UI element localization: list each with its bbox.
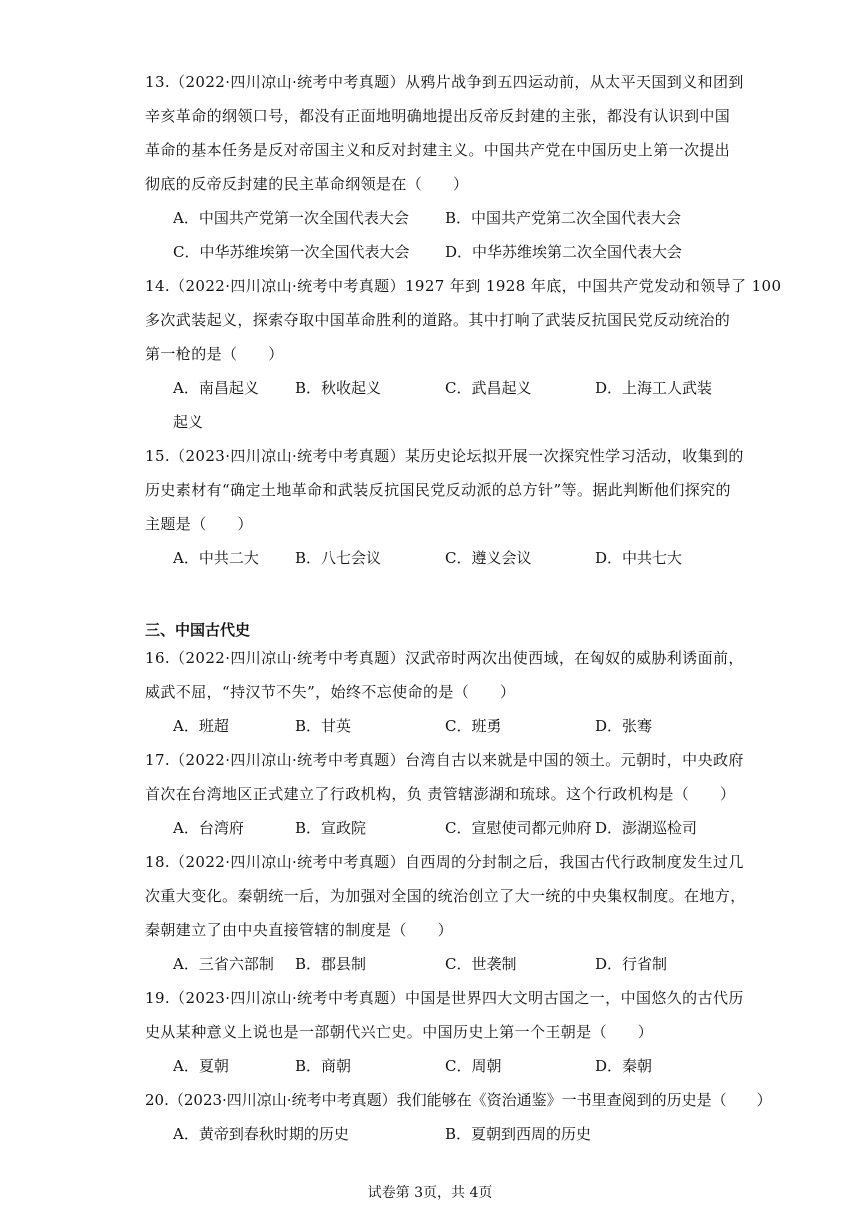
question-13-option-b: B．中国共产党第二次全国代表大会 (445, 209, 682, 227)
question-18-line-1: 18.（2022·四川凉山·统考中考真题）自西周的分封制之后，我国古代行政制度发生过几 (145, 853, 744, 871)
question-14-option-d: D．上海工人武装 (595, 379, 713, 397)
question-13-line-1: 13.（2022·四川凉山·统考中考真题）从鸦片战争到五四运动前，从太平天国到义和团到 (145, 73, 744, 91)
question-18-option-a: A．三省六部制 (173, 955, 274, 973)
question-18-option-d: D．行省制 (595, 955, 668, 973)
question-14-option-d-continued: 起义 (173, 413, 204, 431)
question-18-line-3: 秦朝建立了由中央直接管辖的制度是（ ） (145, 921, 454, 939)
question-15-line-3: 主题是（ ） (145, 515, 253, 533)
question-14-line-3: 第一枪的是（ ） (145, 345, 284, 363)
question-17-option-d: D．澎湖巡检司 (595, 819, 698, 837)
question-15-line-1: 15.（2023·四川凉山·统考中考真题）某历史论坛拟开展一次探究性学习活动，收集到的 (145, 447, 744, 465)
question-19-option-d: D．秦朝 (595, 1057, 653, 1075)
question-17-option-c: C．宣慰使司都元帅府 (445, 819, 592, 837)
question-20-line-1: 20.（2023·四川凉山·统考中考真题）我们能够在《资治通鉴》一书里查阅到的历史是（ ） (145, 1091, 772, 1109)
question-17-option-a: A．台湾府 (173, 819, 244, 837)
question-20-option-b: B．夏朝到西周的历史 (445, 1125, 592, 1143)
question-19-line-2: 史从某种意义上说也是一部朝代兴亡史。中国历史上第一个王朝是（ ） (145, 1023, 654, 1041)
question-18-line-2: 次重大变化。秦朝统一后，为加强对全国的统治创立了大一统的中央集权制度。在地方， (145, 887, 746, 905)
question-16-option-c: C．班勇 (445, 717, 502, 735)
question-18-option-b: B．郡县制 (295, 955, 367, 973)
question-19-line-1: 19.（2023·四川凉山·统考中考真题）中国是世界四大文明古国之一，中国悠久的古代历 (145, 989, 744, 1007)
question-13-option-a: A．中国共产党第一次全国代表大会 (173, 209, 409, 227)
question-14-line-1: 14.（2022·四川凉山·统考中考真题）1927 年到 1928 年底，中国共产党发动和领导了 100 (145, 277, 782, 295)
question-17-option-b: B．宣政院 (295, 819, 367, 837)
question-14-option-b: B．秋收起义 (295, 379, 382, 397)
question-13-line-3: 革命的基本任务是反对帝国主义和反对封建主义。中国共产党在中国历史上第一次提出 (145, 141, 731, 159)
question-19-option-b: B．商朝 (295, 1057, 352, 1075)
question-16-option-a: A．班超 (173, 717, 229, 735)
question-15-option-d: D．中共七大 (595, 549, 683, 567)
question-16-line-1: 16.（2022·四川凉山·统考中考真题）汉武帝时两次出使西域，在匈奴的威胁利诱面前， (145, 649, 744, 667)
question-14-option-a: A．南昌起义 (173, 379, 259, 397)
question-15-line-2: 历史素材有“确定土地革命和武装反抗国民党反动派的总方针”等。据此判断他们探究的 (145, 481, 731, 499)
question-14-line-2: 多次武装起义，探索夺取中国革命胜利的道路。其中打响了武装反抗国民党反动统治的 (145, 311, 731, 329)
question-19-option-a: A．夏朝 (173, 1057, 229, 1075)
question-15-option-b: B．八七会议 (295, 549, 382, 567)
page-footer: 试卷第 3页，共 4页 (367, 1185, 493, 1201)
question-16-line-2: 威武不屈，“持汉节不失”，始终不忘使命的是（ ） (145, 683, 516, 701)
question-13-line-4: 彻底的反帝反封建的民主革命纲领是在（ ） (145, 175, 469, 193)
question-13-line-2: 辛亥革命的纲领口号，都没有正面地明确地提出反帝反封建的主张，都没有认识到中国 (145, 107, 731, 125)
question-17-line-2: 首次在台湾地区正式建立了行政机构，负 责管辖澎湖和琉球。这个行政机构是（ ） (145, 785, 736, 803)
question-13-option-d: D．中华苏维埃第二次全国代表大会 (445, 243, 683, 261)
question-19-option-c: C．周朝 (445, 1057, 502, 1075)
section-heading-ancient-history: 三、中国古代史 (145, 621, 251, 639)
question-15-option-a: A．中共二大 (173, 549, 259, 567)
question-20-option-a: A．黄帝到春秋时期的历史 (173, 1125, 349, 1143)
question-16-option-b: B．甘英 (295, 717, 352, 735)
question-14-option-c: C．武昌起义 (445, 379, 532, 397)
question-13-option-c: C．中华苏维埃第一次全国代表大会 (173, 243, 410, 261)
question-18-option-c: C．世袭制 (445, 955, 517, 973)
question-15-option-c: C．遵义会议 (445, 549, 532, 567)
question-17-line-1: 17.（2022·四川凉山·统考中考真题）台湾自古以来就是中国的领土。元朝时，中央政府 (145, 751, 744, 769)
question-16-option-d: D．张骞 (595, 717, 653, 735)
